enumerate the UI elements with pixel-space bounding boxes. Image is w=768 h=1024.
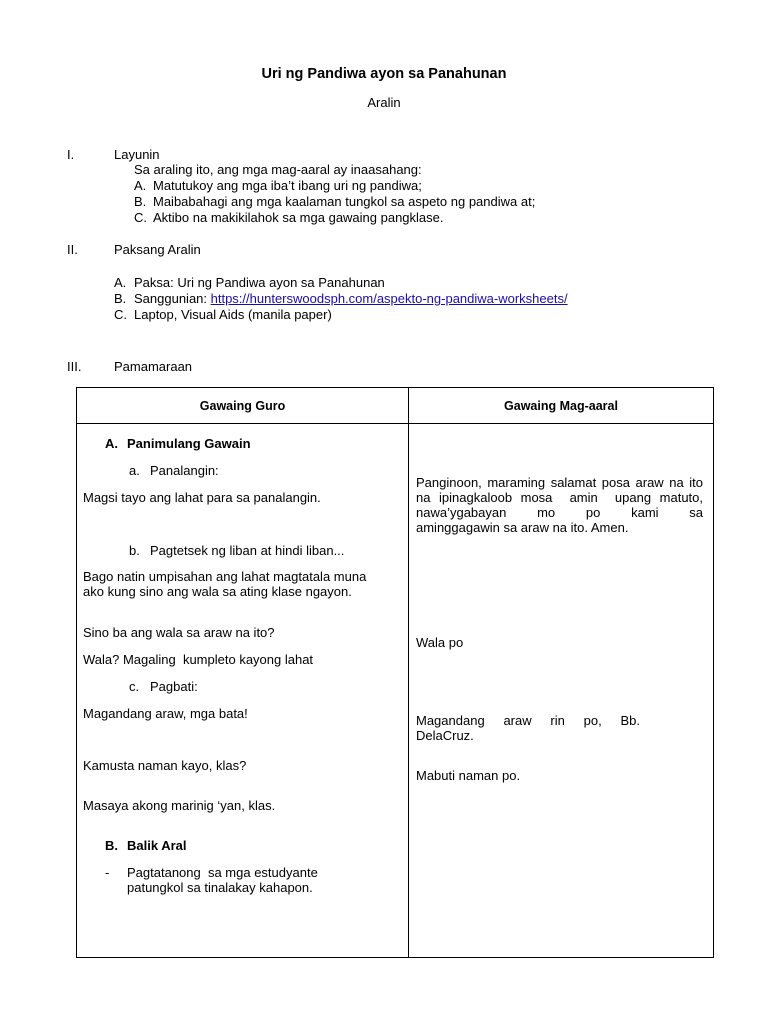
list-marker: C. <box>114 307 127 322</box>
student-response: Mabuti naman po. <box>416 768 521 783</box>
list-item: Paksa: Uri ng Pandiwa ayon sa Panahunan <box>134 275 385 290</box>
page-title: Uri ng Pandiwa ayon sa Panahunan <box>261 66 507 82</box>
mag-aaral-cell <box>409 424 714 958</box>
column-header-guro: Gawaing Guro <box>77 388 409 424</box>
list-marker: C. <box>134 210 147 225</box>
list-marker: B. <box>134 194 147 209</box>
guro-cell <box>77 424 409 958</box>
student-response: Magandang araw rin po, Bb. DelaCruz. <box>416 713 644 743</box>
dash-marker: - <box>105 865 110 880</box>
sub-title: Panalangin: <box>150 463 219 478</box>
section-numeral: I. <box>67 147 75 162</box>
section-numeral: II. <box>67 242 78 257</box>
list-item: Maibabahagi ang mga kaalaman tungkol sa aspeto ng pandiwa at; <box>153 194 536 209</box>
page-subtitle: Aralin <box>367 95 401 110</box>
part-marker: A. <box>105 436 118 451</box>
sub-title: Pagtetsek ng liban at hindi liban... <box>150 543 345 558</box>
column-header-mag-aaral: Gawaing Mag-aaral <box>409 388 714 424</box>
list-marker: A. <box>134 178 147 193</box>
section-numeral: III. <box>67 359 82 374</box>
teacher-line: Wala? Magaling kumpleto kayong lahat <box>83 652 314 667</box>
sub-marker: b. <box>129 543 140 558</box>
table-row <box>77 424 714 958</box>
student-response: Wala po <box>416 635 464 650</box>
table-header-row <box>77 388 714 424</box>
part-title: Panimulang Gawain <box>127 436 251 451</box>
student-response: Panginoon, maraming salamat posa araw na ito na ipinagkaloob mosa amin upang matuto, nawa’ygabayan mo po kami sa aminggagawin sa araw na ito. Amen. <box>416 475 714 535</box>
teacher-line: Sino ba ang wala sa araw na ito? <box>83 625 275 640</box>
teacher-line: Kamusta naman kayo, klas? <box>83 758 247 773</box>
sub-marker: c. <box>129 679 140 694</box>
list-item <box>134 291 568 306</box>
section-heading: Layunin <box>114 147 160 162</box>
teacher-line: Magsi tayo ang lahat para sa panalangin. <box>83 490 321 505</box>
list-item: Aktibo na makikilahok sa mga gawaing pangklase. <box>153 210 444 225</box>
teacher-line: Masaya akong marinig ‘yan, klas. <box>83 798 276 813</box>
list-marker: B. <box>114 291 127 306</box>
teacher-paragraph: Pagtatanong sa mga estudyante patungkol sa tinalakay kahapon. <box>127 865 322 895</box>
teacher-line: Magandang araw, mga bata! <box>83 706 248 721</box>
teacher-paragraph: Bago natin umpisahan ang lahat magtatala muna ako kung sino ang wala sa ating klase ngayon. <box>83 569 367 599</box>
lesson-table <box>76 387 714 958</box>
sub-marker: a. <box>129 463 140 478</box>
section-heading: Pamamaraan <box>114 359 193 374</box>
section-heading: Paksang Aralin <box>114 242 201 257</box>
reference-link[interactable]: https://hunterswoodsph.com/aspekto-ng-pandiwa-worksheets/ <box>210 291 568 306</box>
reference-label: Sanggunian: <box>134 291 211 306</box>
part-title: Balik Aral <box>127 838 187 853</box>
part-marker: B. <box>105 838 118 853</box>
list-marker: A. <box>114 275 127 290</box>
sub-title: Pagbati: <box>150 679 198 694</box>
list-item: Laptop, Visual Aids (manila paper) <box>134 307 332 322</box>
section-intro: Sa araling ito, ang mga mag-aaral ay inaasahang: <box>134 162 422 177</box>
list-item: Matutukoy ang mga iba’t ibang uri ng pandiwa; <box>153 178 422 193</box>
